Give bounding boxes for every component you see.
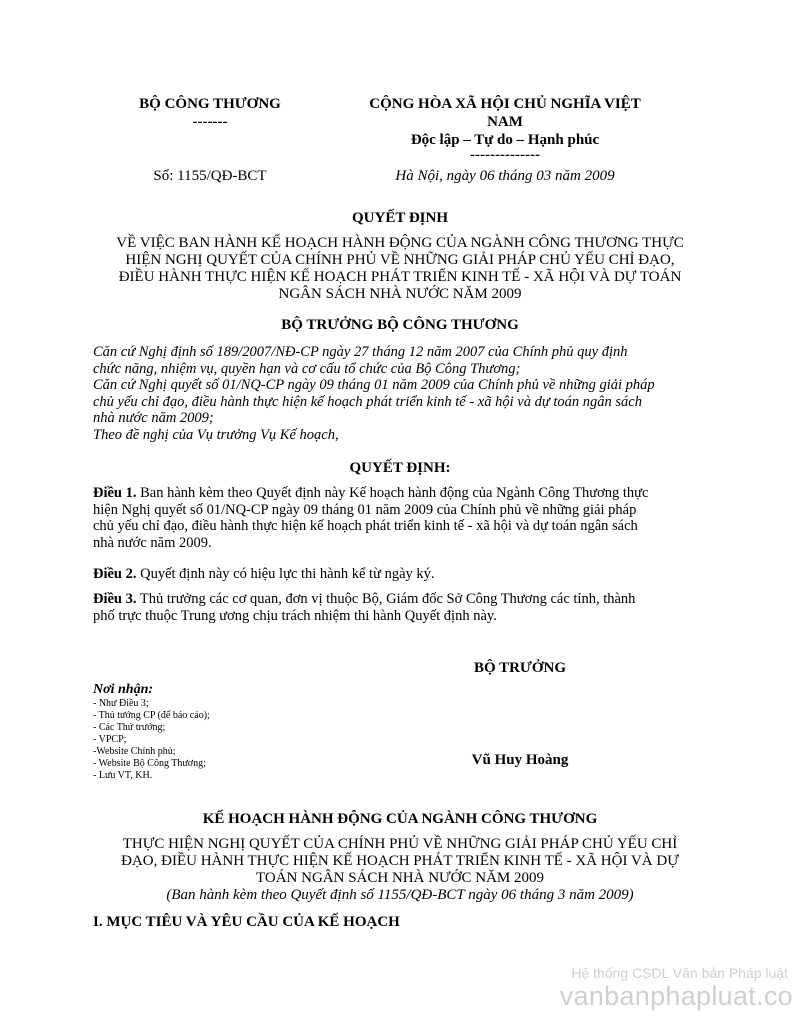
place-date: Hà Nội, ngày 06 tháng 03 năm 2009 xyxy=(395,168,615,184)
plan-subtitle-line: THỰC HIỆN NGHỊ QUYẾT CỦA CHÍNH PHỦ VỀ NHỮNG GIẢI PHÁP CHỦ YẾU CHỈ xyxy=(122,836,678,852)
legal-basis xyxy=(93,344,733,443)
watermark-line2: vanbanphapluat.co xyxy=(559,981,793,1011)
basis-line: chủ yếu chỉ đạo, điều hành thực hiện kế hoạch phát triển kinh tế - xã hội và dự toán ngân sách xyxy=(93,393,642,410)
recipient-item: - Các Thứ trưởng; xyxy=(93,722,166,733)
article-1-line: chủ yếu chỉ đạo, điều hành thực hiện kế hoạch phát triển kinh tế - xã hội và dự toán ngân sách xyxy=(93,518,638,534)
watermark-line1: Hệ thống CSDL Văn bản Pháp luật xyxy=(571,965,788,981)
recipient-item: - Lưu VT, KH. xyxy=(93,770,153,781)
recipient-item: - Website Bộ Công Thương; xyxy=(93,758,206,769)
recipient-item: - VPCP; xyxy=(93,734,127,745)
article-1 xyxy=(93,485,733,551)
recipient-list xyxy=(93,698,353,782)
decide-title: QUYẾT ĐỊNH: xyxy=(349,460,451,476)
article-2 xyxy=(93,566,733,583)
plan-subtitle-line: TOÁN NGÂN SÁCH NHÀ NƯỚC NĂM 2009 xyxy=(255,870,545,886)
ministry-name: BỘ CÔNG THƯƠNG xyxy=(139,96,281,112)
country-name-line1: CỘNG HÒA XÃ HỘI CHỦ NGHĨA VIỆT xyxy=(369,96,641,112)
country-name-line2: NAM xyxy=(487,114,523,130)
article-1-line: Ban hành kèm theo Quyết định này Kế hoạch hành động của Ngành Công Thương thực xyxy=(136,485,649,501)
signer-title: BỘ TRƯỞNG xyxy=(473,660,567,676)
ministry-rule: ------- xyxy=(192,114,228,130)
document-number: Số: 1155/QĐ-BCT xyxy=(153,168,267,184)
motto: Độc lập – Tự do – Hạnh phúc xyxy=(410,132,600,148)
article-3-label: Điều 3. xyxy=(93,591,137,607)
basis-line: Căn cứ Nghị định số 189/2007/NĐ-CP ngày 27 tháng 12 năm 2007 của Chính phủ quy định xyxy=(93,344,628,360)
plan-subtitle xyxy=(60,836,740,904)
article-2-text: Quyết định này có hiệu lực thi hành kể từ ngày ký. xyxy=(136,566,435,582)
article-1-label: Điều 1. xyxy=(93,485,137,501)
basis-line: nhà nước năm 2009; xyxy=(93,410,214,426)
recipient-item: -Website Chính phủ; xyxy=(93,746,176,757)
recipient-item: - Như Điều 3; xyxy=(93,698,149,709)
article-3 xyxy=(93,591,733,624)
subject-line: NGÂN SÁCH NHÀ NƯỚC NĂM 2009 xyxy=(278,286,522,302)
article-3-line: phố trực thuộc Trung ương chịu trách nhiệm thi hành Quyết định này. xyxy=(93,607,497,624)
basis-line: Căn cứ Nghị quyết số 01/NQ-CP ngày 09 tháng 01 năm 2009 của Chính phủ về những giải pháp xyxy=(93,377,655,393)
basis-line: chức năng, nhiệm vụ, quyền hạn và cơ cấu tổ chức của Bộ Công Thương; xyxy=(93,360,521,377)
article-2-label: Điều 2. xyxy=(93,566,137,582)
decision-subject xyxy=(70,235,730,303)
article-1-line: hiện Nghị quyết số 01/NQ-CP ngày 09 tháng 01 năm 2009 của Chính phủ về những giải pháp xyxy=(93,501,637,518)
basis-line: Theo đề nghị của Vụ trưởng Vụ Kế hoạch, xyxy=(93,426,339,443)
motto-rule: -------------- xyxy=(470,147,540,163)
article-1-line: nhà nước năm 2009. xyxy=(93,534,212,551)
plan-title: KẾ HOẠCH HÀNH ĐỘNG CỦA NGÀNH CÔNG THƯƠNG xyxy=(202,811,598,827)
recipients-heading: Nơi nhận: xyxy=(93,682,154,697)
recipient-item: - Thủ tướng CP (để báo cáo); xyxy=(93,710,210,721)
article-3-line: Thủ trưởng các cơ quan, đơn vị thuộc Bộ, Giám đốc Sở Công Thương các tỉnh, thành xyxy=(136,591,636,607)
subject-line: VỀ VIỆC BAN HÀNH KẾ HOẠCH HÀNH ĐỘNG CỦA NGÀNH CÔNG THƯƠNG THỰC xyxy=(116,235,684,251)
subject-line: HIỆN NGHỊ QUYẾT CỦA CHÍNH PHỦ VỀ NHỮNG GIẢI PHÁP CHỦ YẾU CHỈ ĐẠO, xyxy=(125,252,675,268)
section-heading-1: I. MỤC TIÊU VÀ YÊU CẦU CỦA KẾ HOẠCH xyxy=(93,914,400,930)
subject-line: ĐIỀU HÀNH THỰC HIỆN KẾ HOẠCH PHÁT TRIỂN KINH TẾ - XÃ HỘI VÀ DỰ TOÁN xyxy=(118,269,682,285)
signer-name: Vũ Huy Hoàng xyxy=(471,752,569,768)
recipients-block xyxy=(93,682,353,782)
decision-title: QUYẾT ĐỊNH xyxy=(352,210,448,226)
plan-issued-note: (Ban hành kèm theo Quyết định số 1155/QĐ-BCT ngày 06 tháng 3 năm 2009) xyxy=(166,887,634,903)
issuing-authority: BỘ TRƯỞNG BỘ CÔNG THƯƠNG xyxy=(281,317,519,333)
plan-subtitle-line: ĐẠO, ĐIỀU HÀNH THỰC HIỆN KẾ HOẠCH PHÁT TRIỂN KINH TẾ - XÃ HỘI VÀ DỰ xyxy=(121,853,679,869)
